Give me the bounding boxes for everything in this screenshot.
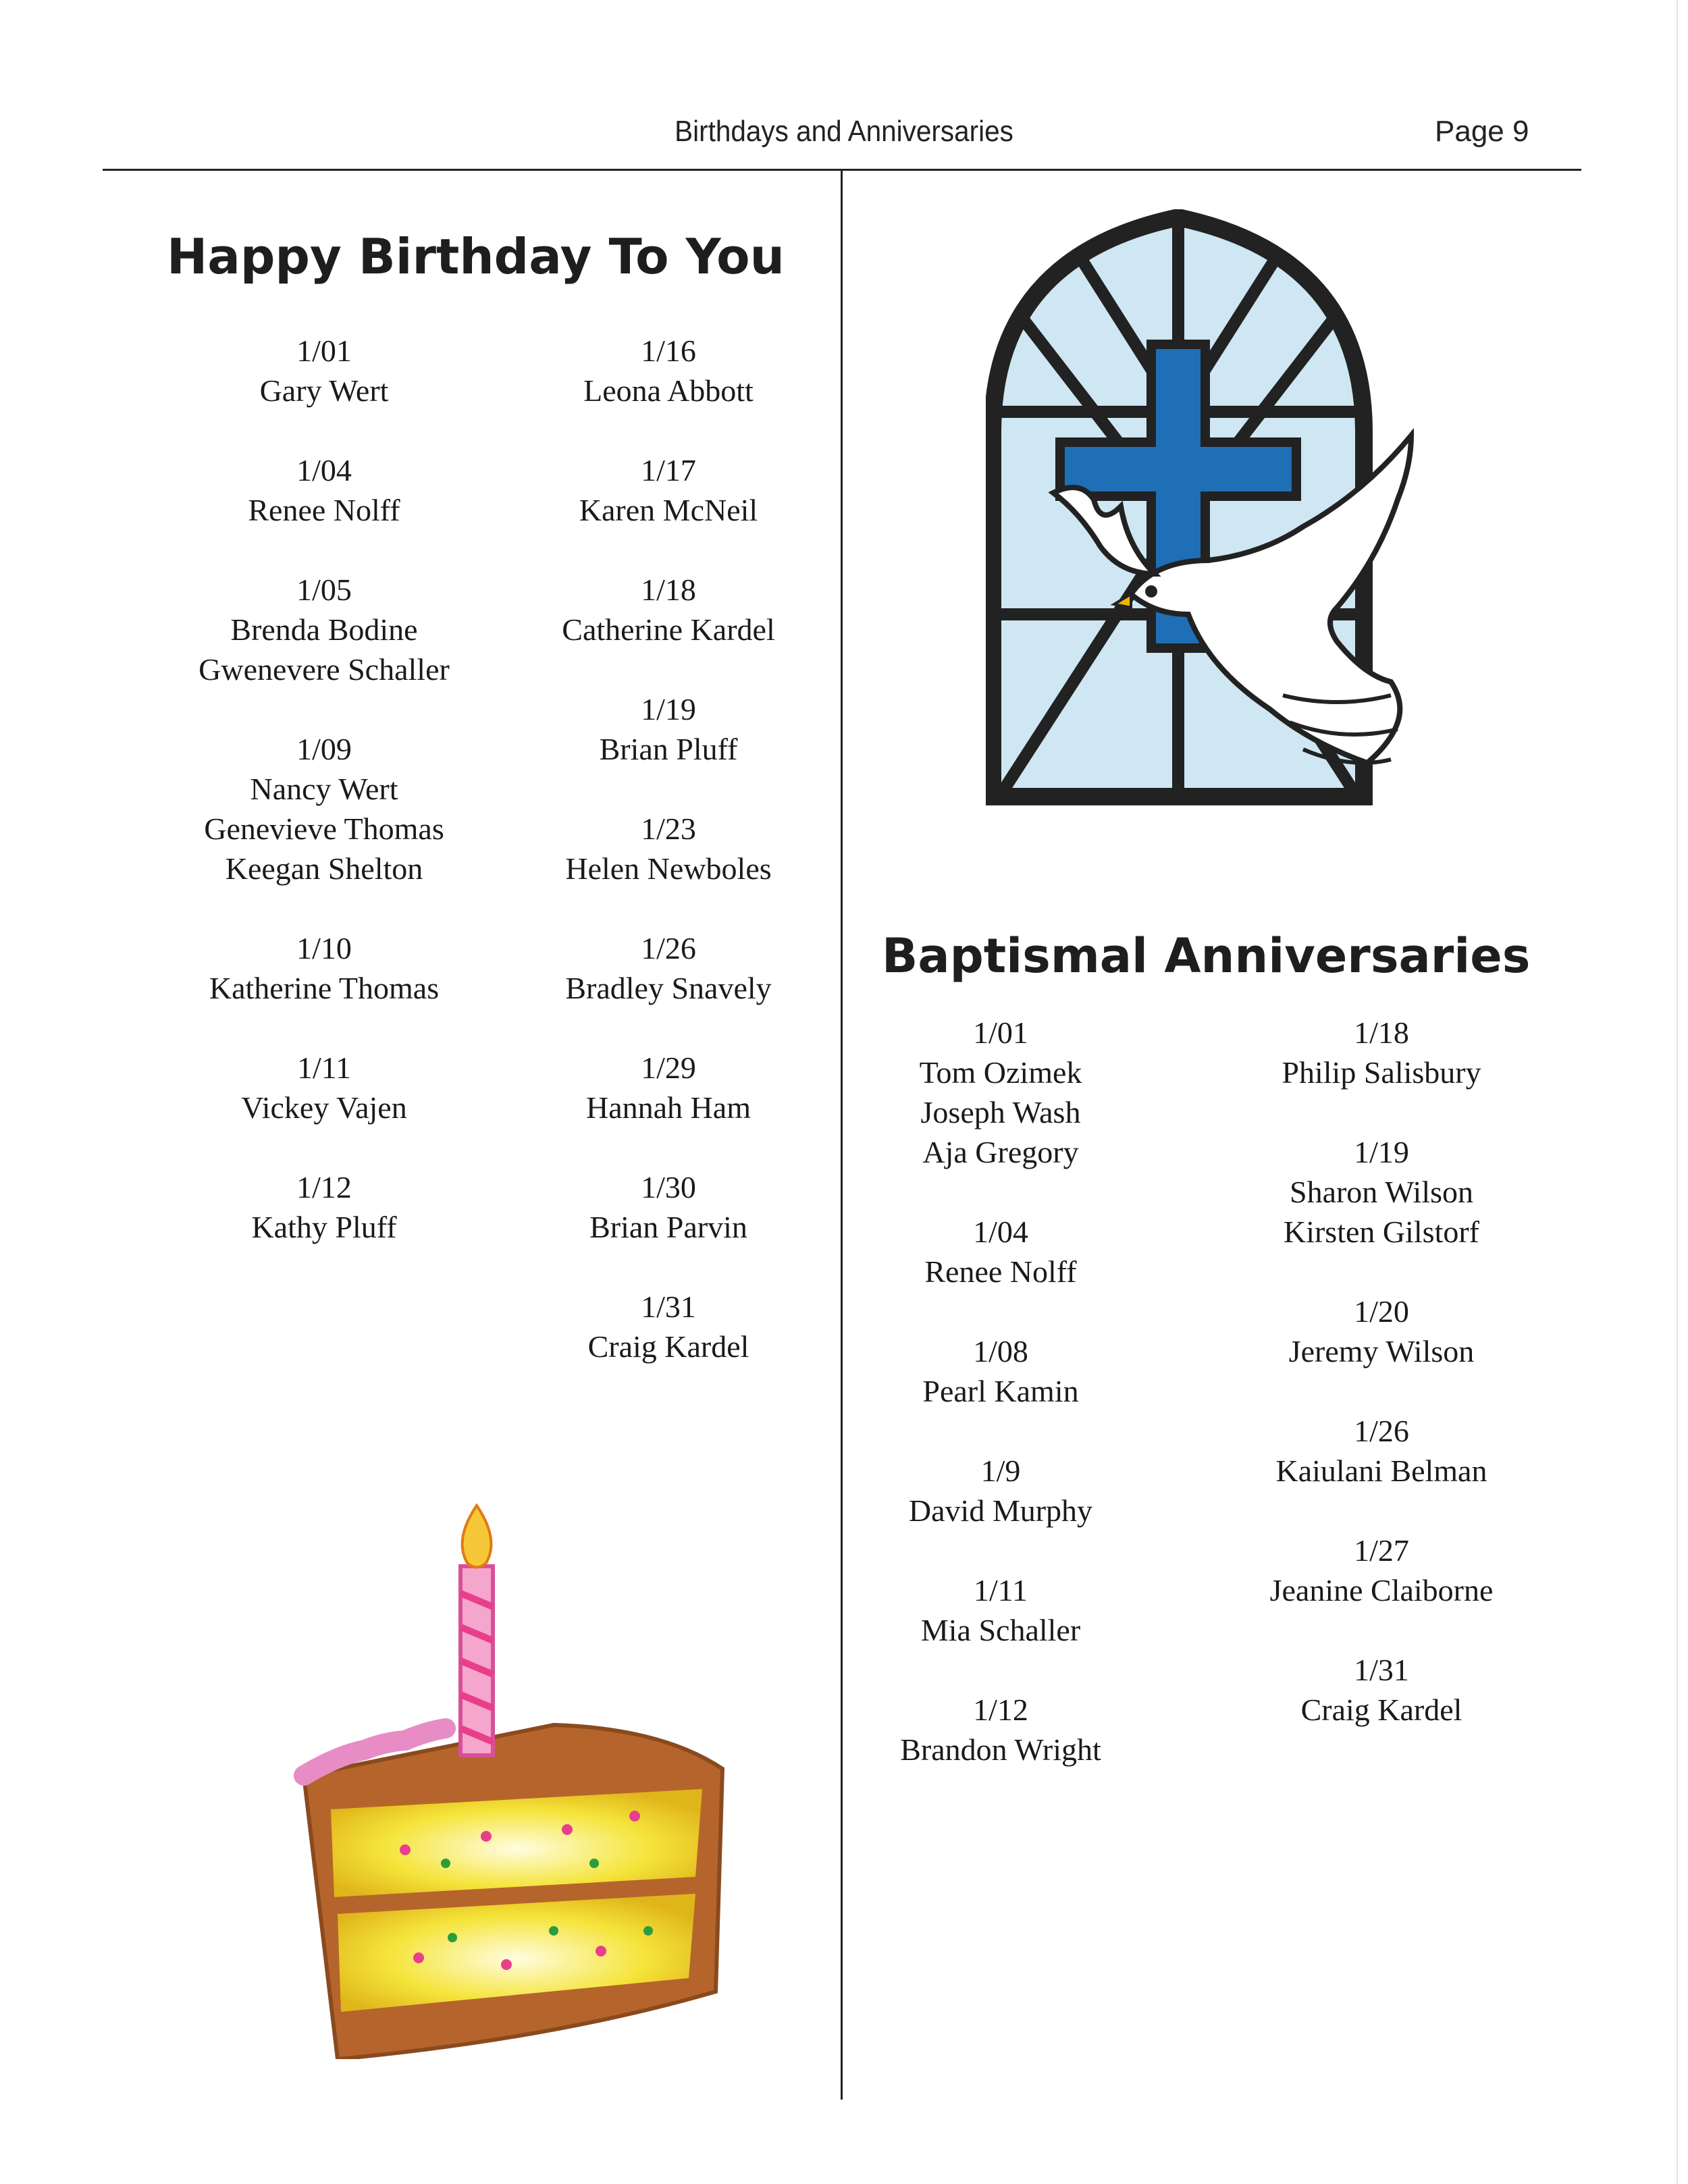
entry-name: Craig Kardel xyxy=(587,1329,749,1364)
entry-date: 1/20 xyxy=(1354,1294,1409,1329)
list-entry xyxy=(1213,1650,1550,1730)
entry-date: 1/09 xyxy=(296,732,352,766)
entry-name: Brenda Bodine xyxy=(230,612,418,647)
list-entry xyxy=(500,689,837,769)
entry-date: 1/29 xyxy=(641,1050,696,1085)
entry-name: Philip Salisbury xyxy=(1282,1055,1481,1090)
entry-name: Renee Nolff xyxy=(248,493,400,527)
entry-name: Sharon Wilson xyxy=(1289,1175,1474,1209)
list-entry xyxy=(832,1212,1169,1291)
list-entry xyxy=(832,1570,1169,1650)
list-entry xyxy=(155,450,493,530)
entry-name: Nancy Wert xyxy=(250,772,398,806)
entry-date: 1/23 xyxy=(641,811,696,846)
entry-name: Kirsten Gilstorf xyxy=(1283,1215,1479,1249)
entry-name: Joseph Wash xyxy=(920,1095,1081,1129)
header-title: Birthdays and Anniversaries xyxy=(675,115,1013,148)
list-entry xyxy=(1213,1291,1550,1371)
entry-date: 1/17 xyxy=(641,453,696,487)
baptismal-list-left xyxy=(832,1013,1169,1809)
birthday-list-right xyxy=(500,331,837,1406)
list-entry xyxy=(832,1690,1169,1769)
entry-date: 1/26 xyxy=(1354,1414,1409,1448)
entry-name: Gary Wert xyxy=(259,373,389,408)
list-entry xyxy=(155,928,493,1008)
page-number: Page 9 xyxy=(1435,115,1529,148)
entry-date: 1/04 xyxy=(973,1215,1028,1249)
entry-name: David Murphy xyxy=(908,1493,1093,1528)
list-entry xyxy=(832,1451,1169,1530)
birthday-list-left xyxy=(155,331,493,1287)
entry-date: 1/18 xyxy=(1354,1015,1409,1050)
list-entry xyxy=(500,570,837,649)
entry-date: 1/27 xyxy=(1354,1533,1409,1568)
entry-date: 1/30 xyxy=(641,1170,696,1204)
entry-date: 1/01 xyxy=(973,1015,1028,1050)
birthday-heading: Happy Birthday To You xyxy=(167,228,785,285)
entry-name: Brian Parvin xyxy=(589,1210,747,1244)
list-entry xyxy=(832,1013,1169,1172)
entry-date: 1/19 xyxy=(641,692,696,726)
entry-name: Jeanine Claiborne xyxy=(1269,1573,1494,1607)
entry-name: Vickey Vajen xyxy=(241,1090,407,1125)
list-entry xyxy=(500,1167,837,1247)
entry-date: 1/04 xyxy=(296,453,352,487)
entry-name: Brandon Wright xyxy=(900,1732,1101,1767)
entry-name: Bradley Snavely xyxy=(565,971,772,1005)
entry-date: 1/16 xyxy=(641,334,696,368)
entry-name: Leona Abbott xyxy=(583,373,754,408)
list-entry xyxy=(832,1331,1169,1411)
list-entry xyxy=(500,1287,837,1366)
list-entry xyxy=(500,450,837,530)
entry-name: Aja Gregory xyxy=(922,1135,1079,1169)
entry-date: 1/31 xyxy=(1354,1653,1409,1687)
list-entry xyxy=(1213,1132,1550,1252)
list-entry xyxy=(500,1048,837,1127)
scan-edge xyxy=(1677,0,1678,2184)
entry-name: Karen McNeil xyxy=(579,493,758,527)
entry-name: Katherine Thomas xyxy=(209,971,440,1005)
entry-name: Kaiulani Belman xyxy=(1275,1454,1487,1488)
entry-name: Brian Pluff xyxy=(599,732,738,766)
list-entry xyxy=(155,331,493,410)
entry-date: 1/11 xyxy=(296,1050,352,1085)
entry-name: Mia Schaller xyxy=(920,1613,1081,1647)
entry-date: 1/08 xyxy=(973,1334,1028,1368)
list-entry xyxy=(1213,1013,1550,1092)
entry-name: Kathy Pluff xyxy=(251,1210,397,1244)
entry-date: 1/31 xyxy=(641,1289,696,1324)
list-entry xyxy=(1213,1530,1550,1610)
entry-name: Catherine Kardel xyxy=(562,612,775,647)
baptismal-list-right xyxy=(1213,1013,1550,1769)
baptismal-heading: Baptismal Anniversaries xyxy=(882,928,1531,984)
entry-date: 1/19 xyxy=(1354,1135,1409,1169)
list-entry xyxy=(500,331,837,410)
entry-name: Jeremy Wilson xyxy=(1288,1334,1475,1368)
entry-date: 1/26 xyxy=(641,931,696,965)
stained-glass-window-with-cross-and-dove-icon xyxy=(986,209,1418,884)
entry-name: Keegan Shelton xyxy=(225,851,423,886)
birthday-cake-slice-icon xyxy=(284,1499,729,2059)
entry-date: 1/10 xyxy=(296,931,352,965)
entry-name: Tom Ozimek xyxy=(919,1055,1082,1090)
entry-name: Helen Newboles xyxy=(565,851,772,886)
list-entry xyxy=(500,928,837,1008)
entry-date: 1/18 xyxy=(641,572,696,607)
entry-date: 1/01 xyxy=(296,334,352,368)
entry-date: 1/12 xyxy=(296,1170,352,1204)
entry-name: Genevieve Thomas xyxy=(204,811,444,846)
entry-name: Gwenevere Schaller xyxy=(199,652,450,687)
entry-date: 1/12 xyxy=(973,1693,1028,1727)
list-entry xyxy=(155,1167,493,1247)
entry-name: Renee Nolff xyxy=(924,1254,1077,1289)
entry-date: 1/9 xyxy=(980,1454,1021,1488)
list-entry xyxy=(500,809,837,888)
list-entry xyxy=(155,1048,493,1127)
list-entry xyxy=(1213,1411,1550,1491)
entry-name: Hannah Ham xyxy=(586,1090,751,1125)
entry-name: Craig Kardel xyxy=(1300,1693,1462,1727)
list-entry xyxy=(155,729,493,888)
entry-date: 1/11 xyxy=(973,1573,1028,1607)
entry-name: Pearl Kamin xyxy=(922,1374,1079,1408)
entry-date: 1/05 xyxy=(296,572,352,607)
list-entry xyxy=(155,570,493,689)
